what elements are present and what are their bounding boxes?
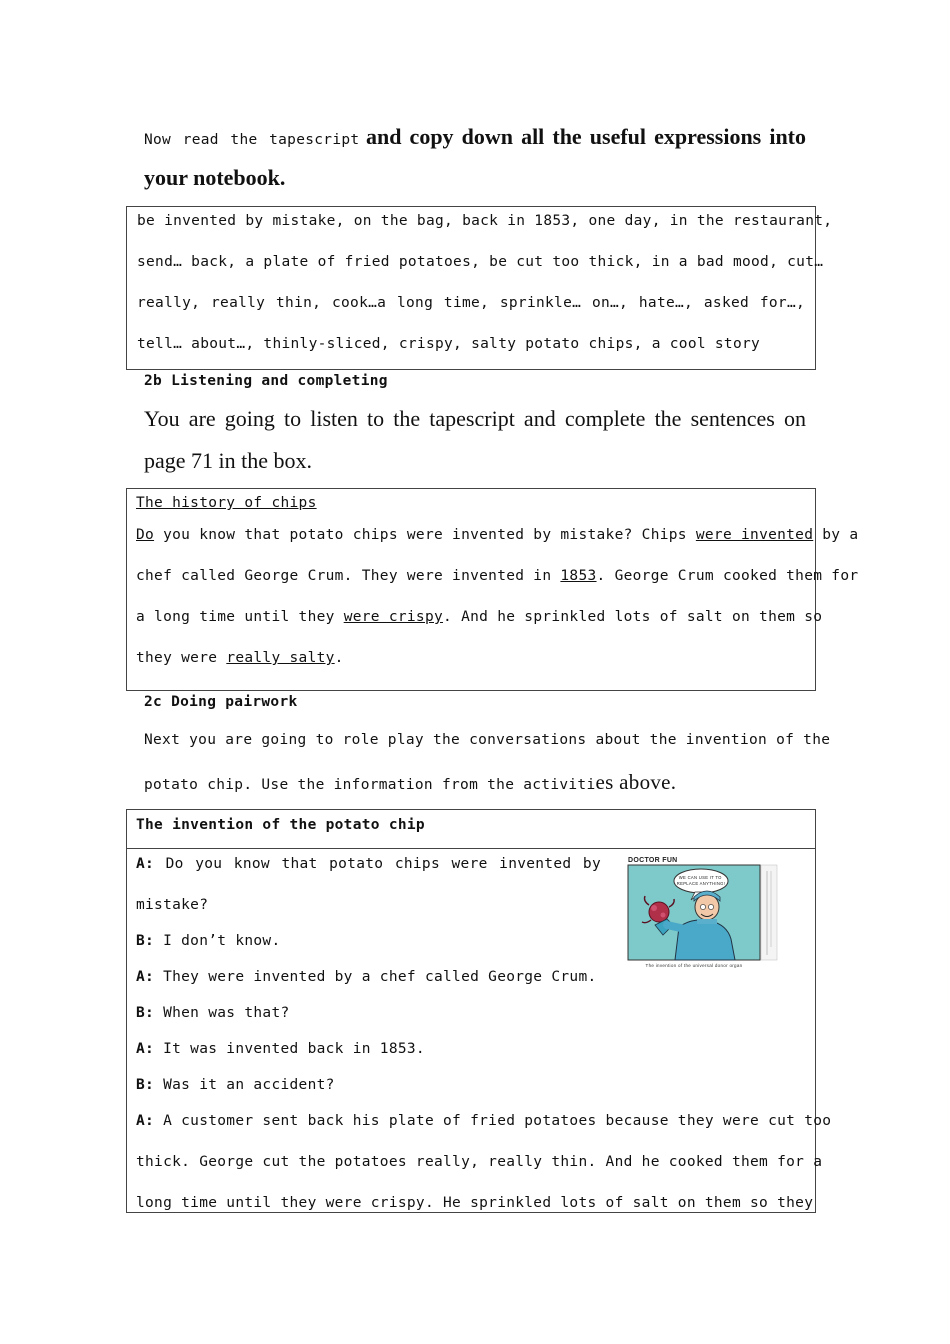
cartoon-brand: DOCTOR FUN — [628, 857, 678, 864]
cartoon-speech: WE CAN USE IT TO REPLACE ANYTHING! — [676, 875, 726, 886]
expressions-box — [126, 206, 833, 370]
history-box — [126, 488, 859, 691]
answer-were-crispy: were crispy — [343, 609, 444, 625]
section-2b-heading: 2b Listening and completing — [144, 373, 388, 389]
answer-were-invented: were invented — [695, 527, 814, 543]
section-2c-line: potato chip. Use the information from the activities above. — [144, 770, 677, 794]
history-line: Do you know that potato chips were invented by mistake? Chips were invented by a — [136, 527, 859, 543]
answer-really-salty: really salty — [226, 650, 335, 666]
expressions-line: send… back, a plate of fried potatoes, be cut too thick, in a bad mood, cut… — [137, 254, 824, 270]
dialogue-line: B: I don’t know. — [136, 933, 281, 949]
intro-mono-text: Now read the tapescript — [144, 132, 360, 148]
expressions-line: be invented by mistake, on the bag, back in 1853, one day, in the restaurant, — [137, 213, 833, 229]
section-2b-instruction: You are going to listen to the tapescript and complete the sentences on page 71 in the box. — [144, 406, 806, 473]
history-line: a long time until they were crispy. And he sprinkled lots of salt on them so — [136, 609, 823, 625]
dialogue-box — [126, 809, 832, 1213]
section-2c-instruction — [144, 724, 831, 808]
dialogue-line: B: Was it an accident? — [136, 1077, 335, 1093]
dialogue-line: mistake? — [136, 897, 209, 913]
section-2c-line: Next you are going to role play the conversations about the invention of the — [144, 732, 831, 748]
dialogue-content — [127, 849, 832, 1229]
dialogue-title: The invention of the potato chip — [127, 810, 815, 849]
dialogue-line: A: They were invented by a chef called George Crum. — [136, 969, 597, 985]
history-title: The history of chips — [136, 495, 317, 511]
dialogue-line: A: It was invented back in 1853. — [136, 1041, 425, 1057]
answer-do: Do — [136, 527, 155, 543]
history-line: they were really salty. — [136, 650, 344, 666]
cartoon-caption: The invention of the universal donor organ — [645, 963, 743, 968]
expressions-line: really, really thin, cook…a long time, sprinkle… on…, hate…, asked for…, — [137, 295, 805, 311]
dialogue-line: long time until they were crispy. He sprinkled lots of salt on them so they — [136, 1195, 814, 1211]
cartoon-image — [627, 855, 789, 973]
answer-1853: 1853 — [560, 568, 597, 584]
intro-bold-text: and copy down all the useful expressions into your notebook. — [144, 124, 806, 190]
section-2c-heading: 2c Doing pairwork — [144, 694, 298, 710]
dialogue-line: A: A customer sent back his plate of fried potatoes because they were cut too — [136, 1113, 832, 1129]
doctor-fun-cartoon — [627, 855, 789, 973]
dialogue-line: thick. George cut the potatoes really, really thin. And he cooked them for a — [136, 1154, 823, 1170]
intro-paragraph — [144, 118, 806, 200]
dialogue-line: B: When was that? — [136, 1005, 290, 1021]
dialogue-line: A: Do you know that potato chips were invented by — [136, 856, 601, 872]
expressions-line: tell… about…, thinly-sliced, crispy, salty potato chips, a cool story — [137, 336, 761, 352]
history-line: chef called George Crum. They were invented in 1853. George Crum cooked them for — [136, 568, 859, 584]
